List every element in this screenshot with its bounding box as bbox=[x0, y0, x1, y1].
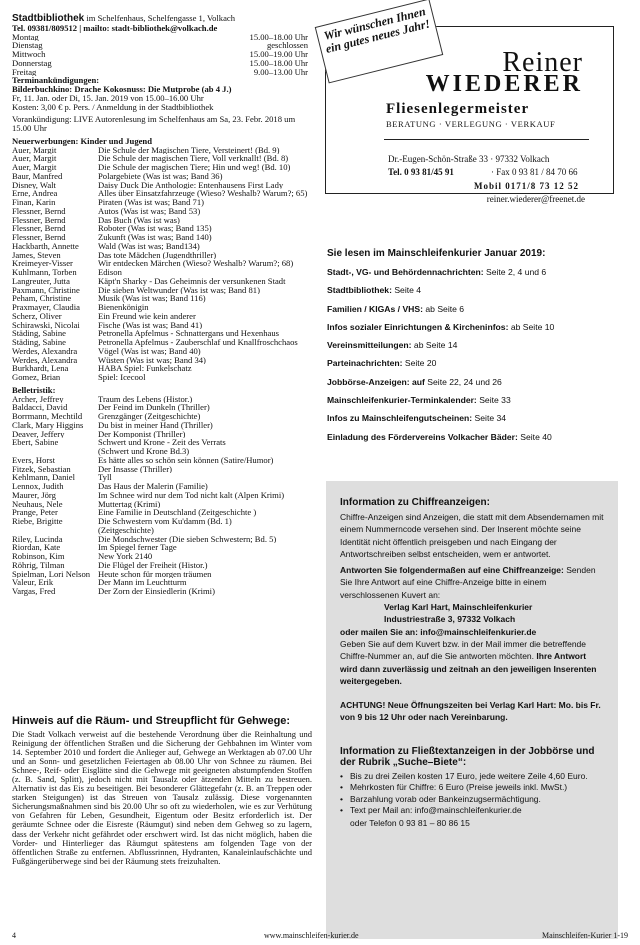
item-title: Grenzgänger (Zeitgeschichte) bbox=[98, 412, 201, 421]
termine-heading: Terminankündigungen: bbox=[12, 75, 100, 86]
item-author: Burkhardt, Lena bbox=[12, 364, 69, 373]
item-author: Baur, Manfred bbox=[12, 171, 63, 181]
item-author: Erne, Andrea bbox=[12, 189, 58, 198]
termine-title: Bilderbuchkino: Drache Kokosnuss: Die Mutprobe (ab 4 J.) bbox=[12, 84, 232, 94]
ad-fax: · Fax 0 93 81 / 84 70 66 bbox=[491, 167, 578, 177]
list-item bbox=[12, 207, 312, 216]
item-title: Die Schule der magischen Tiere, Voll verknallt! (Bd. 8) bbox=[98, 154, 289, 163]
chiffre-instructions-text: Senden Sie Ihre Antwort auf eine Chiffre-Anzeige bitte in einem verschlossenen Kuvert an: bbox=[340, 565, 596, 600]
item-title: (Schwert und Krone Bd.3) bbox=[98, 447, 190, 456]
item-title: Wüsten (Was ist was; Band 34) bbox=[98, 355, 206, 365]
list-item bbox=[12, 570, 312, 579]
contents-item bbox=[327, 377, 617, 387]
item-author: Riley, Lucinda bbox=[12, 534, 63, 544]
contents-item bbox=[327, 285, 617, 295]
list-item bbox=[12, 438, 312, 447]
item-title: Die sieben Weltwunder (Was ist was; Band 81) bbox=[98, 285, 260, 295]
contents-list bbox=[327, 267, 617, 442]
list-item bbox=[12, 356, 312, 365]
item-author bbox=[12, 526, 98, 535]
item-title: Du bist in meiner Hand (Thriller) bbox=[98, 420, 213, 430]
chiffre-title: Information zu Chiffreanzeigen: bbox=[340, 497, 490, 508]
contents-item-page: Seite 22, 24 und 26 bbox=[424, 376, 502, 387]
ad-name-last: WIEDERER bbox=[425, 71, 583, 97]
item-title: Im Spiegel ferner Tage bbox=[98, 543, 177, 552]
fliess-phone: oder Telefon 0 93 81 – 80 86 15 bbox=[350, 817, 470, 828]
item-title: Heute schon für morgen träumen bbox=[98, 569, 212, 579]
item-title: Ein Freund wie kein anderer bbox=[98, 311, 196, 321]
contents-item-label: Infos zu Mainschleifengutscheinen: bbox=[327, 413, 473, 424]
hinweis-title: Hinweis auf die Räum- und Streupflicht für Gehwege: bbox=[12, 715, 291, 727]
ad-email[interactable]: reiner.wiederer@freenet.de bbox=[486, 194, 585, 204]
list-item bbox=[12, 224, 312, 233]
item-title: New York 2140 bbox=[98, 552, 153, 561]
item-author: Gomez, Brian bbox=[12, 373, 61, 382]
item-title: Der Insasse (Thriller) bbox=[98, 464, 172, 474]
list-item bbox=[12, 412, 312, 421]
contents-item-label: Einladung des Fördervereins Volkacher Bäder: bbox=[327, 431, 518, 442]
item-author: Auer, Margit bbox=[12, 145, 57, 155]
footer-issue: Mainschleifen-Kurier 1-19 bbox=[542, 931, 628, 940]
item-title: Alles über Einsatzfahrzeuge (Wieso? Weshalb? Warum?; 65) bbox=[98, 189, 308, 198]
fliess-item: • Mehrkosten für Chiffre: 6 Euro (Preise jeweils inkl. MwSt.) bbox=[350, 782, 604, 794]
item-title: Der Zorn der Einsiedlerin (Krimi) bbox=[98, 587, 215, 596]
item-author: Scherz, Oliver bbox=[12, 311, 62, 321]
item-title: Der Mann im Leuchtturm bbox=[98, 578, 187, 587]
contents-item-page: Seite 40 bbox=[517, 431, 552, 442]
item-author: Kehlmann, Daniel bbox=[12, 473, 76, 482]
list-item bbox=[12, 456, 312, 465]
page-number: 4 bbox=[12, 931, 16, 940]
chiffre-instructions bbox=[340, 564, 604, 601]
item-title: Tyll bbox=[98, 473, 112, 482]
library-column bbox=[12, 14, 312, 596]
list-item bbox=[12, 163, 312, 172]
item-title: Die Schule der Magischen Tiere, Versteinert! (Bd. 9) bbox=[98, 145, 280, 155]
item-title: Spiel: Icecool bbox=[98, 373, 146, 382]
chiffre-note bbox=[340, 638, 604, 687]
list-item bbox=[12, 395, 312, 404]
list-item bbox=[12, 421, 312, 430]
contents-section bbox=[327, 248, 617, 450]
item-title: Bienenkönigin bbox=[98, 303, 149, 312]
contents-item bbox=[327, 322, 617, 332]
item-title: Das tote Mädchen (Jugendthriller) bbox=[98, 250, 217, 260]
chiffre-address-1: Verlag Karl Hart, Mainschleifenkurier bbox=[384, 602, 533, 613]
item-author: Maurer, Jörg bbox=[12, 490, 56, 500]
hours-row bbox=[12, 33, 312, 42]
item-author: Paxmann, Christine bbox=[12, 285, 80, 295]
item-author: Peham, Christine bbox=[12, 294, 72, 303]
list-item bbox=[12, 482, 312, 491]
contents-item-page: Seite 33 bbox=[476, 395, 511, 406]
item-title: Die Flügel der Freiheit (Histor.) bbox=[98, 560, 208, 570]
item-title: Fische (Was ist was; Band 41) bbox=[98, 320, 203, 330]
list-item bbox=[12, 277, 312, 286]
contents-item-page: Seite 4 bbox=[391, 285, 422, 296]
list-item bbox=[12, 403, 312, 412]
item-author: Flessner, Bernd bbox=[12, 215, 66, 225]
item-title: Das Buch (Was ist was) bbox=[98, 215, 180, 225]
item-title: Petronella Apfelmus - Schnattergans und Hexenhaus bbox=[98, 329, 279, 338]
item-title: Roboter (Was ist was; Band 135) bbox=[98, 224, 212, 233]
hours-day: Montag bbox=[12, 32, 39, 42]
item-author: Evers, Horst bbox=[12, 455, 55, 465]
hours-time: geschlossen bbox=[266, 41, 308, 50]
list-item bbox=[12, 364, 312, 373]
item-author: Werdes, Alexandra bbox=[12, 346, 78, 356]
vorankuendigung: Vorankündigung: LIVE Autorenlesung im Schelfenhaus am Sa, 23. Febr. 2018 um 15.00 Uhr bbox=[12, 114, 296, 133]
item-title: Der Komponist (Thriller) bbox=[98, 429, 186, 439]
item-author: Deaver, Jeffery bbox=[12, 429, 65, 439]
opening-hours bbox=[12, 33, 312, 77]
item-author: Baldacci, David bbox=[12, 403, 68, 412]
list-item bbox=[12, 508, 312, 517]
contents-item-label: Stadtbibliothek: bbox=[327, 285, 392, 296]
item-title: Es hätte alles so schön sein können (Satire/Humor) bbox=[98, 455, 274, 465]
list-item bbox=[12, 286, 312, 295]
item-title: Der Feind im Dunkeln (Thriller) bbox=[98, 403, 210, 412]
item-author: Neuhaus, Nele bbox=[12, 499, 63, 509]
list-item bbox=[12, 517, 312, 526]
item-author: Röhrig, Tilman bbox=[12, 560, 65, 570]
fliess-title: Information zu Fließtextanzeigen in der Jobbörse und der Rubrik „Suche–Biete“: bbox=[340, 745, 595, 768]
contents-title: Sie lesen im Mainschleifenkurier Januar 2019: bbox=[327, 248, 546, 259]
item-title: Im Schnee wird nur dem Tod nicht kalt (Alpen Krimi) bbox=[98, 490, 285, 500]
item-title: Daisy Duck Die Anthologie: Entenhausens First Lady bbox=[98, 180, 284, 190]
item-title: Autos (Was ist was; Band 53) bbox=[98, 206, 201, 216]
item-author: Disney, Walt bbox=[12, 180, 56, 190]
contents-item-page: Seite 20 bbox=[402, 358, 437, 369]
list-item bbox=[12, 535, 312, 544]
hours-time: 15.00–18.00 Uhr bbox=[249, 58, 308, 68]
item-title: Piraten (Was ist was; Band 71) bbox=[98, 198, 204, 207]
list-item bbox=[12, 216, 312, 225]
item-title: Zukunft (Was ist was; Band 140) bbox=[98, 233, 212, 242]
contents-item-page: Seite 2, 4 und 6 bbox=[483, 267, 547, 277]
hours-row bbox=[12, 41, 312, 50]
list-item bbox=[12, 561, 312, 570]
list-item bbox=[12, 338, 312, 347]
contents-item bbox=[327, 340, 617, 350]
hours-row bbox=[12, 59, 312, 68]
item-author: Prange, Peter bbox=[12, 508, 58, 517]
item-author: Lennox, Judith bbox=[12, 482, 64, 491]
library-address: im Schelfenhaus, Schelfengasse 1, Volkach bbox=[86, 13, 235, 23]
item-title: Petronella Apfelmus - Zauberschlaf und Knallfroschchaos bbox=[98, 338, 298, 347]
item-author: Riordan, Kate bbox=[12, 543, 61, 552]
item-author: Flessner, Bernd bbox=[12, 206, 66, 216]
item-author: Spielman, Lori Nelson bbox=[12, 569, 91, 579]
item-title: Schwert und Krone - Zeit des Verrats bbox=[98, 438, 226, 447]
item-title: Die Mondschwester (Die sieben Schwestern; Bd. 5) bbox=[98, 534, 277, 544]
item-author: Clark, Mary Higgins bbox=[12, 420, 84, 430]
fliess-list bbox=[340, 771, 604, 817]
contents-item bbox=[327, 267, 617, 277]
list-item bbox=[12, 491, 312, 500]
list-item bbox=[12, 552, 312, 561]
contents-item-label: Familien / KIGAs / VHS: bbox=[327, 303, 423, 314]
item-author: Flessner, Bernd bbox=[12, 233, 66, 242]
item-title: Das Haus der Malerin (Familie) bbox=[98, 482, 208, 491]
list-item bbox=[12, 181, 312, 190]
item-title: Käpt'n Sharky - Das Geheimnis der versunkenen Stadt bbox=[98, 276, 286, 286]
item-author: Borrmann, Mechtild bbox=[12, 412, 83, 421]
item-author: Städing, Sabine bbox=[12, 329, 66, 338]
ad-divider bbox=[384, 139, 589, 140]
list-item bbox=[12, 294, 312, 303]
item-title: (Zeitgeschichte) bbox=[98, 525, 154, 535]
library-contact[interactable]: Tel. 09381/809512 | mailto: stadt-bibliothek@volkach.de bbox=[12, 22, 218, 33]
item-author: Praxmayer, Claudia bbox=[12, 303, 80, 312]
item-title: Eine Familie in Deutschland (Zeitgeschichte ) bbox=[98, 508, 257, 517]
contents-item-label: Jobbörse-Anzeigen: auf bbox=[327, 376, 425, 387]
ad-mobile: Mobil 0171/8 73 12 52 bbox=[473, 181, 579, 191]
item-author: Valeur, Erik bbox=[12, 578, 54, 587]
item-author: Archer, Jeffrey bbox=[12, 394, 64, 404]
item-author: Hackbarth, Annette bbox=[12, 241, 79, 251]
item-author: Auer, Margit bbox=[12, 154, 57, 163]
ad-profession: Fliesenlegermeister bbox=[386, 101, 530, 117]
kinder-heading: Neuerwerbungen: Kinder und Jugend bbox=[12, 135, 152, 146]
hours-time: 15.00–19.00 Uhr bbox=[249, 50, 308, 59]
hours-day: Dienstag bbox=[12, 41, 43, 50]
ad-tel: Tel. 0 93 81/45 91 bbox=[388, 167, 454, 177]
hours-day: Donnerstag bbox=[12, 58, 52, 68]
chiffre-note-text: Geben Sie auf dem Kuvert bzw. in der Mail immer die betreffende Chiffre-Nummer an, auf die Sie antworten möchten. bbox=[340, 638, 586, 662]
hinweis-text: Die Stadt Volkach verweist auf die bestehende Verordnung über die Reinhaltung und Reinigung der öffentlichen Straßen und die Sicherung der Gehbahnen im Winter vom 14. September 2010 und fordert die Anlieger auf, Gehwege an Werktagen ab 07.00 Uhr und an Sonn- und gesetzlichen Feiertagen ab 08.00 Uhr von Schnee zu räumen. Bei Schnee-, Reif- oder Eisglätte sind die Gehwege mit geeigneten abstumpfenden Stoffen (z. B. Sand, Splitt), jedoch nicht mit Tausalz oder ätzenden Mitteln zu bestreuen. Alternativ ist das Eis zu beseitigen. Bei besonderer Glättegefahr (z. B. an Treppen oder starken Steigungen) ist das Streuen von Tausalz zulässig. Diese vorgenannten Sicherungsmaßnahmen sind bis 20.00 Uhr so oft zu wiederholen, wie es zur Verhütung von Gefahren für Leben, Gesundheit, Eigentum oder Besitz erforderlich ist. Der geräumte Schnee oder die Eisreste (Räumgut) sind neben dem Gehweg so zu lagern, dass der Verkehr nicht gefährdet oder erschwert wird. Ist das nicht möglich, haben die Vorder- und Hinterlieger das Räumgut spätestens am folgenden Tage von der öffentlichen Straße zu entfernen. Abflussrinnen, Hydranten, Kanaleinlaufschächte und Fußgängerüberwege sind bei der Räumung stets freizuhalten. bbox=[12, 729, 312, 866]
item-author: Schirawski, Nicolai bbox=[12, 320, 80, 330]
item-author: Riebe, Brigitte bbox=[12, 517, 63, 526]
item-title: Die Schwestern vom Ku'damm (Bd. 1) bbox=[98, 517, 232, 526]
list-item bbox=[12, 447, 312, 456]
item-author bbox=[12, 447, 98, 456]
fliess-item: • Barzahlung vorab oder Bankeinzugsermächtigung. bbox=[350, 794, 604, 806]
item-title: Die Schule der magischen Tiere; Hin und weg! (Bd. 10) bbox=[98, 163, 291, 172]
list-item bbox=[12, 312, 312, 321]
item-author: Ebert, Sabine bbox=[12, 438, 59, 447]
list-item bbox=[12, 198, 312, 207]
list-item bbox=[12, 154, 312, 163]
bellet-heading: Belletristik: bbox=[12, 384, 56, 395]
contents-item-label: Infos sozialer Einrichtungen & Kircheninfos: bbox=[327, 321, 509, 332]
termine-date: Fr, 11. Jan. oder Di, 15. Jan. 2019 von 15.00–16.00 Uhr bbox=[12, 92, 204, 103]
item-author: Kuhlmann, Torben bbox=[12, 268, 77, 277]
list-item bbox=[12, 146, 312, 155]
list-item bbox=[12, 430, 312, 439]
list-item bbox=[12, 321, 312, 330]
contents-item bbox=[327, 432, 617, 442]
contents-item-page: ab Seite 14 bbox=[411, 340, 458, 351]
termine-cost: Kosten: 3,00 € p. Pers. / Anmeldung in der Stadtbibliothek bbox=[12, 101, 214, 112]
chiffre-mail[interactable]: oder mailen Sie an: info@mainschleifenkurier.de bbox=[340, 626, 537, 637]
list-item bbox=[12, 473, 312, 482]
contents-item bbox=[327, 304, 617, 314]
contents-item-page: Seite 34 bbox=[472, 413, 507, 424]
list-item bbox=[12, 329, 312, 338]
hours-time: 9.00–13.00 Uhr bbox=[253, 67, 308, 77]
item-title: Wald (Was ist was; Band134) bbox=[98, 241, 200, 251]
info-box bbox=[326, 481, 618, 939]
item-title: Polargebiete (Was ist was; Band 36) bbox=[98, 171, 223, 181]
item-author: Auer, Margit bbox=[12, 163, 57, 172]
fliess-item: • Text per Mail an: info@mainschleifenkurier.de bbox=[350, 805, 604, 817]
list-item bbox=[12, 172, 312, 181]
chiffre-note-bold: Ihre Antwort wird dann zuverlässig und zeitnah an den jeweiligen Inserenten weitergegeben. bbox=[340, 651, 597, 686]
item-author: James, Steven bbox=[12, 250, 61, 260]
list-item bbox=[12, 242, 312, 251]
list-item bbox=[12, 268, 312, 277]
achtung-notice: ACHTUNG! Neue Öffnungszeiten bei Verlag Karl Hart: Mo. bis Fr. von 9 bis 12 Uhr oder nach Vereinbarung. bbox=[340, 700, 601, 723]
item-title: Traum des Lebens (Histor.) bbox=[98, 394, 193, 404]
item-author: Flessner, Bernd bbox=[12, 224, 66, 233]
hinweis-section bbox=[12, 715, 312, 866]
hours-day: Mittwoch bbox=[12, 50, 46, 59]
library-title: Stadtbibliothek bbox=[12, 13, 85, 24]
item-author: Kreimeyer-Visser bbox=[12, 259, 73, 268]
list-item bbox=[12, 251, 312, 260]
contents-item bbox=[327, 358, 617, 368]
item-title: Wir entdecken Märchen (Wieso? Weshalb? Warum?; 68) bbox=[98, 259, 294, 268]
item-author: Fitzek, Sebastian bbox=[12, 464, 71, 474]
item-title: Edison bbox=[98, 268, 122, 277]
ad-address: Dr.-Eugen-Schön-Straße 33 · 97332 Volkach bbox=[388, 154, 550, 164]
footer-url[interactable]: www.mainschleifen-kurier.de bbox=[264, 931, 359, 940]
chiffre-instructions-bold: Antworten Sie folgendermaßen auf eine Chiffreanzeige: bbox=[340, 565, 564, 576]
list-item bbox=[12, 500, 312, 509]
list-item bbox=[12, 526, 312, 535]
contents-item-label: Parteinachrichten: bbox=[327, 358, 403, 369]
hours-day: Freitag bbox=[12, 67, 37, 77]
ad-services: BERATUNG · VERLEGUNG · VERKAUF bbox=[386, 119, 556, 129]
contents-item-page: ab Seite 6 bbox=[422, 303, 465, 314]
contents-item-label: Vereinsmitteilungen: bbox=[327, 340, 412, 351]
stamp-text: Wir wünschen Ihnen ein gutes neues Jahr! bbox=[322, 4, 432, 56]
ad-name-first: Reiner bbox=[502, 47, 583, 78]
item-author: Robinson, Kim bbox=[12, 552, 65, 561]
list-item bbox=[12, 259, 312, 268]
item-author: Finan, Karin bbox=[12, 198, 56, 207]
list-item bbox=[12, 587, 312, 596]
fliess-item: • Bis zu drei Zeilen kosten 17 Euro, jede weitere Zeile 4,60 Euro. bbox=[350, 771, 604, 783]
item-author: Vargas, Fred bbox=[12, 587, 56, 596]
contents-item-label: Stadt-, VG- und Behördennachrichten: bbox=[327, 267, 484, 277]
list-item bbox=[12, 233, 312, 242]
chiffre-intro: Chiffre-Anzeigen sind Anzeigen, die statt mit dem Absendernamen mit einem Nummerncode versehen sind. Der Inserent möchte seine Identität nicht öffentlich preisgeben und nach Eingang der Antwortschreiben selbst entscheiden, wem er antwortet. bbox=[340, 512, 604, 559]
list-item bbox=[12, 578, 312, 587]
list-item bbox=[12, 347, 312, 356]
list-item bbox=[12, 543, 312, 552]
item-title: Musik (Was ist was; Band 116) bbox=[98, 294, 206, 303]
list-item bbox=[12, 303, 312, 312]
contents-item bbox=[327, 413, 617, 423]
kinder-list bbox=[12, 146, 312, 382]
hours-time: 15.00–18.00 Uhr bbox=[249, 32, 308, 42]
item-title: HABA Spiel: Funkelschatz bbox=[98, 364, 192, 373]
list-item bbox=[12, 189, 312, 198]
list-item bbox=[12, 465, 312, 474]
item-author: Städing, Sabine bbox=[12, 338, 66, 347]
list-item bbox=[12, 373, 312, 382]
contents-item-label: Mainschleifenkurier-Terminkalender: bbox=[327, 395, 477, 406]
bellet-list bbox=[12, 395, 312, 596]
item-title: Vögel (Was ist was; Band 40) bbox=[98, 346, 201, 356]
contents-item-page: ab Seite 10 bbox=[508, 321, 555, 332]
chiffre-address-2: Industriestraße 3, 97332 Volkach bbox=[384, 614, 516, 625]
hours-row bbox=[12, 50, 312, 59]
item-author: Werdes, Alexandra bbox=[12, 355, 78, 365]
item-author: Langreuter, Jutta bbox=[12, 276, 70, 286]
item-title: Muttertag (Krimi) bbox=[98, 499, 161, 509]
contents-item bbox=[327, 395, 617, 405]
